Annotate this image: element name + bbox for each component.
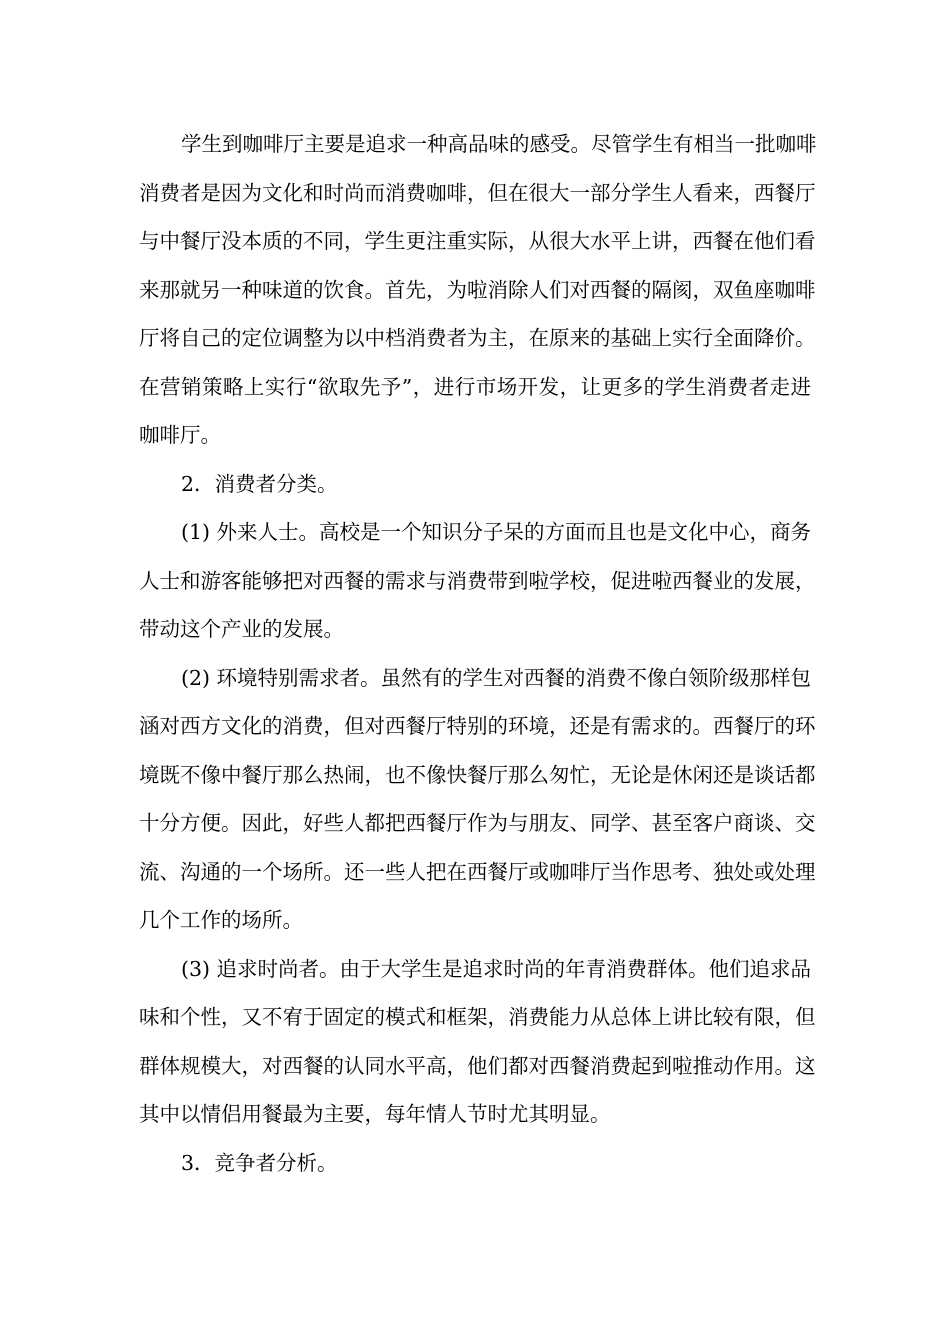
- paragraph-line: (3) 追求时尚者。由于大学生是追求时尚的年青消费群体。他们追求品: [181, 956, 812, 981]
- paragraph-line: 几个工作的场所。: [139, 908, 303, 932]
- paragraph-line: 其中以情侣用餐最为主要，每年情人节时尤其明显。: [139, 1102, 611, 1126]
- document-body: [139, 120, 817, 1187]
- paragraph-line: 与中餐厅没本质的不同，学生更注重实际，从很大水平上讲，西餐在他们看: [139, 229, 816, 253]
- paragraph-line: 来那就另一种味道的饮食。首先，为啦消除人们对西餐的隔阂，双鱼座咖啡: [139, 277, 816, 302]
- paragraph: [139, 945, 816, 1139]
- paragraph-line: 味和个性，又不宥于固定的模式和框架，消费能力从总体上讲比较有限，但: [139, 1005, 816, 1029]
- paragraph-line: 境既不像中餐厅那么热闹，也不像快餐厅那么匆忙，无论是休闲还是谈话都: [139, 762, 816, 787]
- paragraph-line: 群体规模大，对西餐的认同水平高，他们都对西餐消费起到啦推动作用。这: [139, 1053, 816, 1078]
- paragraph: [139, 508, 816, 654]
- paragraph-line: (1) 外来人士。高校是一个知识分子呆的方面而且也是文化中心，商务: [181, 520, 812, 544]
- paragraph-line: 咖啡厅。: [139, 423, 221, 447]
- paragraph-line: 涵对西方文化的消费，但对西餐厅特别的环境，还是有需求的。西餐厅的环: [139, 714, 816, 738]
- paragraph-line: (2) 环境特别需求者。虽然有的学生对西餐的消费不像白领阶级那样包: [181, 665, 812, 690]
- paragraph-line: 消费者是因为文化和时尚而消费咖啡，但在很大一部分学生人看来，西餐厅: [139, 180, 816, 205]
- paragraph: [139, 460, 811, 509]
- paragraph-line: 3．竞争者分析。: [181, 1150, 338, 1175]
- paragraph: [139, 1139, 811, 1188]
- paragraph: [139, 654, 816, 945]
- paragraph: [139, 120, 817, 460]
- paragraph-line: 在营销策略上实行“欲取先予”，进行市场开发，让更多的学生消费者走进: [139, 374, 811, 399]
- paragraph-line: 学生到咖啡厅主要是追求一种高品味的感受。尽管学生有相当一批咖啡: [181, 132, 817, 156]
- paragraph-line: 2．消费者分类。: [181, 471, 338, 496]
- paragraph-line: 带动这个产业的发展。: [139, 617, 344, 641]
- paragraph-line: 流、沟通的一个场所。还一些人把在西餐厅或咖啡厅当作思考、独处或处理: [139, 859, 816, 884]
- paragraph-line: 十分方便。因此，好些人都把西餐厅作为与朋友、同学、甚至客户商谈、交: [139, 811, 816, 835]
- paragraph-line: 人士和游客能够把对西餐的需求与消费带到啦学校，促进啦西餐业的发展，: [139, 568, 816, 593]
- paragraph-line: 厅将自己的定位调整为以中档消费者为主，在原来的基础上实行全面降价。: [139, 326, 816, 350]
